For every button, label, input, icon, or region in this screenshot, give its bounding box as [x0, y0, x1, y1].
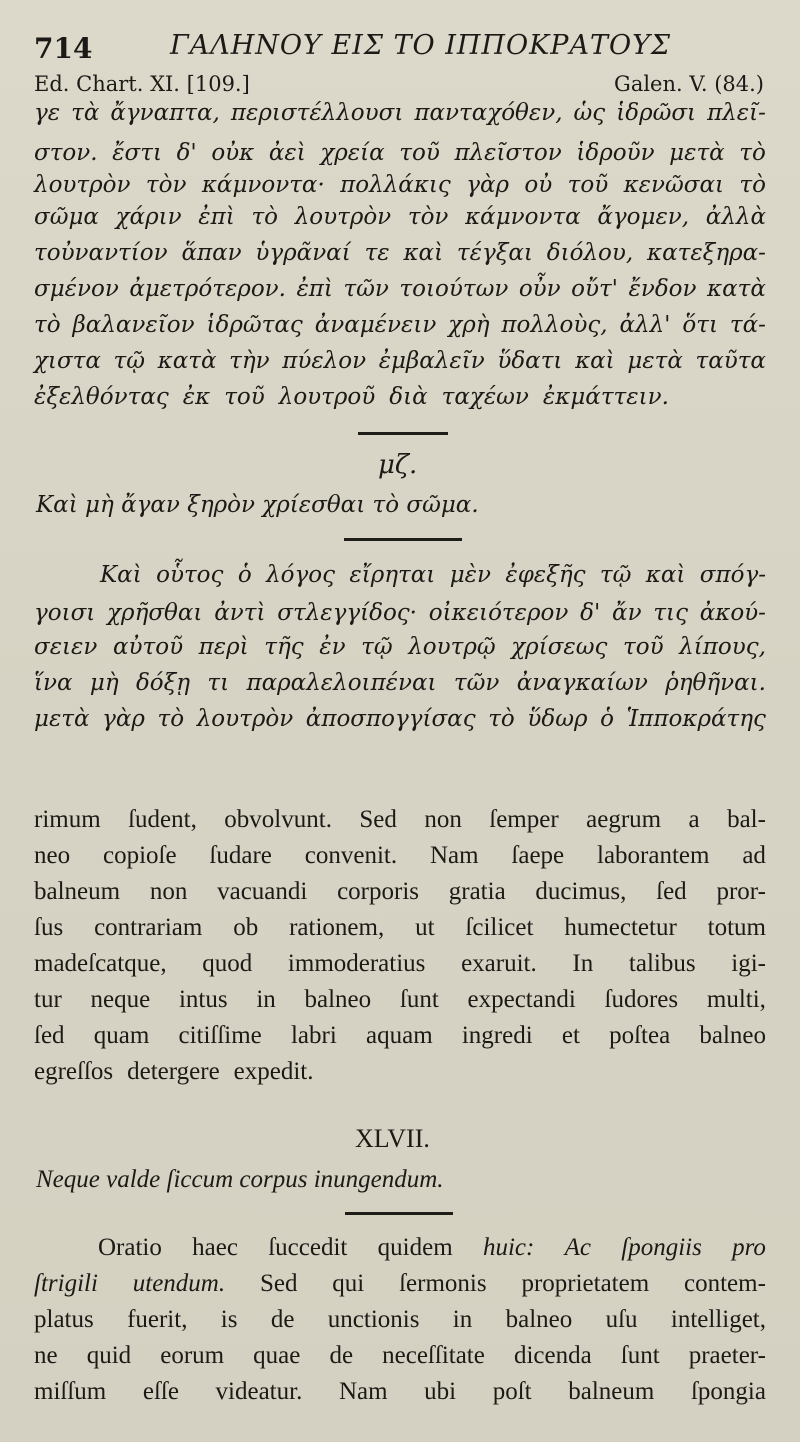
- text-line: tur neque intus in balneo ſunt expectandi ſudores multi,: [34, 986, 766, 1013]
- text-line: γε τὰ ἄγναπτα, περιστέλλουσι πανταχόθεν, ὡς ἱδρῶσι πλεῖ-: [34, 100, 766, 126]
- text-line: ſus contrariam ob rationem, ut ſcilicet humectetur totum: [34, 914, 766, 941]
- text-line: Καὶ οὗτος ὁ λόγος εἴρηται μὲν ἐφεξῆς τῷ καὶ σπόγ-: [100, 562, 766, 588]
- text-line: egreſſos detergere expedit.: [34, 1058, 314, 1085]
- text-line: ἐξελθόντας ἐκ τοῦ λουτροῦ διὰ ταχέων ἐκμάττειν.: [34, 384, 669, 410]
- text-line: miſſum eſſe videatur. Nam ubi poſt balneum ſpongia: [34, 1378, 766, 1405]
- text-line: σειεν αὐτοῦ περὶ τῆς ἐν τῷ λουτρῷ χρίσεως τοῦ λίπους,: [34, 634, 766, 660]
- text-line: τὸ βαλανεῖον ἱδρῶτας ἀναμένειν χρὴ πολλοὺς, ἀλλ' ὅτι τά-: [34, 312, 766, 338]
- text-line: neo copioſe ſudare convenit. Nam ſaepe laborantem ad: [34, 842, 766, 869]
- greek-section-number: μζ.: [378, 450, 418, 480]
- text-line: madeſcatque, quod immoderatius exaruit. In talibus igi-: [34, 950, 766, 977]
- running-title: ΓΑΛΗΝΟΥ ΕΙΣ ΤΟ ΙΠΠΟΚΡΑΤΟΥΣ: [170, 30, 672, 61]
- latin-section-heading: Neque valde ſiccum corpus inungendum.: [36, 1166, 444, 1193]
- text-line: γοισι χρῆσθαι ἀντὶ στλεγγίδος· οἰκειότερον δ' ἄν τις ἀκού-: [34, 600, 766, 626]
- text-line: ἵνα μὴ δόξῃ τι παραλελοιπέναι τῶν ἀναγκαίων ῥηθῆναι.: [34, 670, 766, 696]
- text-line: στον. ἔστι δ' οὐκ ἀεὶ χρεία τοῦ πλεῖστον ἱδροῦν μετὰ τὸ: [34, 140, 766, 166]
- text-line: platus fuerit, is de unctionis in balneo uſu intelliget,: [34, 1306, 766, 1333]
- text-line: ſed quam citiſſime labri aquam ingredi et poſtea balneo: [34, 1022, 766, 1049]
- section-rule-top-greek: [358, 432, 448, 435]
- text-line: σμένον ἀμετρότερον. ἐπὶ τῶν τοιούτων οὖν οὔτ' ἔνδον κατὰ: [34, 276, 766, 302]
- text-line: rimum ſudent, obvolvunt. Sed non ſemper aegrum a bal-: [34, 806, 766, 833]
- greek-section-heading: Καὶ μὴ ἄγαν ξηρὸν χρίεσθαι τὸ σῶμα.: [36, 492, 479, 518]
- text-line: balneum non vacuandi corporis gratia ducimus, ſed pror-: [34, 878, 766, 905]
- text-line: χιστα τῷ κατὰ τὴν πύελον ἐμβαλεῖν ὕδατι καὶ μετὰ ταῦτα: [34, 348, 766, 374]
- text-line: ſtrigili utendum. Sed qui ſermonis proprietatem contem-: [34, 1270, 766, 1297]
- text-line: τοὐναντίον ἅπαν ὑγρᾶναί τε καὶ τέγξαι διόλου, κατεξηρα-: [34, 240, 766, 266]
- text-line: ne quid eorum quae de neceſſitate dicenda ſunt praeter-: [34, 1342, 766, 1369]
- text-line: μετὰ γὰρ τὸ λουτρὸν ἀποσπογγίσας τὸ ὕδωρ ὁ Ἱπποκράτης: [34, 706, 766, 732]
- section-rule-bottom-greek: [344, 538, 462, 541]
- text-line: Oratio haec ſuccedit quidem huic: Ac ſpongiis pro: [98, 1234, 766, 1261]
- edition-reference-right: Galen. V. (84.): [614, 72, 764, 96]
- text-line: σῶμα χάριν ἐπὶ τὸ λουτρὸν τὸν κάμνοντα ἄγομεν, ἀλλὰ: [34, 204, 766, 230]
- latin-section-number: XLVII.: [355, 1124, 430, 1153]
- page-number: 714: [34, 32, 93, 65]
- edition-reference-left: Ed. Chart. XI. [109.]: [34, 72, 250, 96]
- text-line: λουτρὸν τὸν κάμνοντα· πολλάκις γὰρ οὐ τοῦ κενῶσαι τὸ: [34, 172, 766, 198]
- section-rule-latin: [345, 1212, 453, 1215]
